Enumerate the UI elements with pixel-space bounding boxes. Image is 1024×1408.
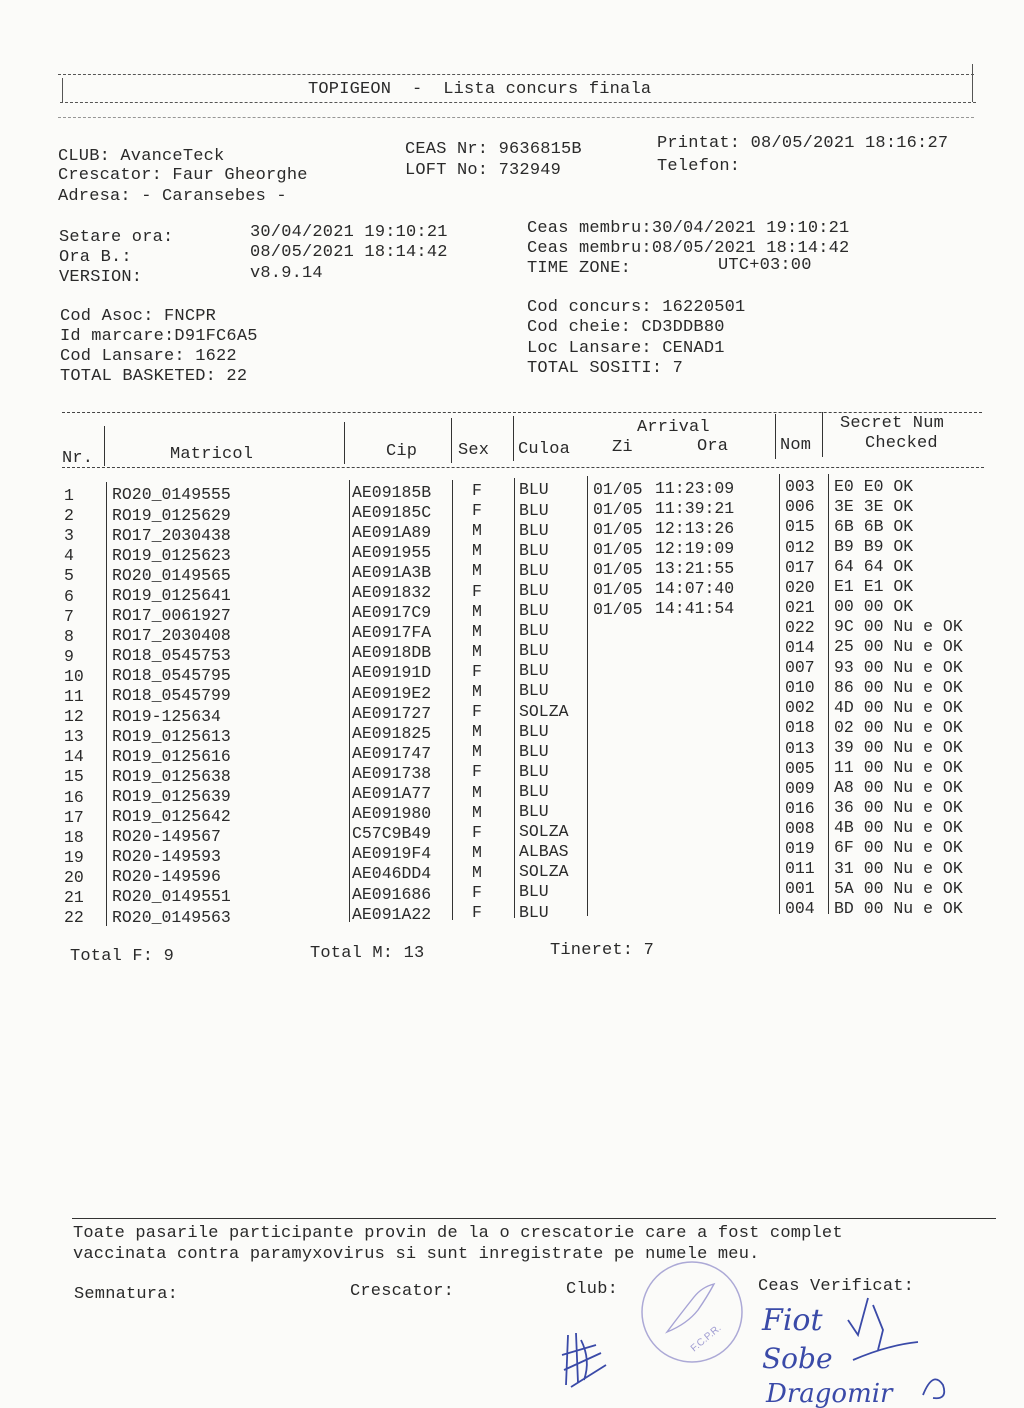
cell-nom: 006: [785, 497, 815, 517]
cell-cip: AE091738: [352, 763, 432, 783]
cell-culoa: BLU: [519, 641, 549, 661]
cell-sex: M: [472, 601, 482, 621]
cell-nr: 7: [64, 606, 74, 626]
cell-cip: AE091825: [352, 723, 432, 743]
cell-cip: AE0918DB: [352, 643, 432, 663]
statement-line-1: Toate pasarile participante provin de la o crescatorie care a fost complet: [73, 1224, 843, 1243]
cell-culoa: BLU: [519, 580, 549, 600]
setare-ora-value: 30/04/2021 19:10:21: [250, 223, 448, 242]
cell-nr: 10: [64, 666, 84, 686]
cell-sex: F: [472, 822, 482, 842]
cell-nr: 8: [64, 626, 74, 646]
ora-b-value: 08/05/2021 18:14:42: [250, 243, 448, 262]
cell-matricol: RO20-149593: [112, 847, 221, 867]
cell-nr: 17: [64, 807, 84, 827]
cell-cip: AE046DD4: [352, 864, 432, 884]
version-label: VERSION:: [59, 268, 143, 287]
cell-nom: 012: [785, 537, 815, 557]
cell-matricol: RO20_0149551: [112, 887, 231, 907]
cell-nr: 1: [64, 486, 74, 505]
cod-concurs-field: Cod concurs: 16220501: [527, 298, 746, 317]
version-value: v8.9.14: [250, 264, 323, 283]
cell-cip: AE091747: [352, 743, 432, 763]
cell-sex: F: [472, 501, 482, 521]
cell-nr: 3: [64, 526, 74, 546]
cell-cip: AE091A77: [352, 784, 432, 803]
cell-sex: M: [472, 742, 482, 762]
semnatura-label: Semnatura:: [74, 1285, 179, 1304]
cell-secret: 36 00 Nu e OK: [834, 798, 963, 818]
cell-secret: 64 64 OK: [834, 557, 914, 577]
col-sep: [452, 480, 453, 920]
cell-secret: 4B 00 Nu e OK: [834, 818, 963, 838]
cell-nr: 15: [64, 767, 84, 787]
cell-nom: 010: [785, 678, 815, 698]
cell-secret: 02 00 Nu e OK: [834, 717, 963, 737]
cell-nr: 21: [64, 888, 84, 907]
cell-culoa: BLU: [519, 480, 549, 500]
cell-nom: 018: [785, 718, 815, 738]
cell-nom: 004: [785, 899, 815, 919]
cell-sex: M: [472, 782, 482, 802]
ceas-membru-2: Ceas membru:08/05/2021 18:14:42: [527, 239, 850, 258]
col-sep: [822, 412, 823, 457]
cell-secret: B9 B9 OK: [834, 536, 914, 556]
cell-secret: 4D 00 Nu e OK: [834, 697, 963, 717]
cell-nom: 011: [785, 859, 815, 879]
cell-secret: 39 00 Nu e OK: [834, 737, 963, 757]
cell-matricol: RO19_0125642: [112, 807, 231, 827]
cell-zi: 01/05: [593, 539, 643, 559]
cell-culoa: SOLZA: [519, 822, 569, 842]
cell-matricol: RO20_0149555: [112, 485, 231, 505]
cell-culoa: BLU: [519, 560, 549, 580]
col-sep: [587, 476, 588, 916]
col-sep: [349, 480, 350, 922]
cell-nr: 4: [64, 546, 74, 566]
cell-secret: A8 00 Nu e OK: [834, 778, 963, 798]
cell-sex: M: [472, 862, 482, 882]
cell-sex: F: [472, 762, 482, 782]
cell-nom: 016: [785, 798, 815, 818]
cell-sex: F: [472, 661, 482, 681]
cell-secret: 31 00 Nu e OK: [834, 858, 963, 878]
signature-stroke: [923, 1379, 944, 1398]
cell-nr: 14: [64, 747, 84, 767]
cell-matricol: RO19_0125639: [112, 786, 231, 806]
statement-line-2: vaccinata contra paramyxovirus si sunt inregistrate pe numele meu.: [73, 1245, 760, 1264]
ceas-verificat-label: Ceas Verificat:: [758, 1277, 915, 1296]
header-nom: Nom: [780, 436, 812, 455]
cod-cheie-field: Cod cheie: CD3DDB80: [527, 318, 725, 337]
bird-icon: [667, 1284, 714, 1332]
cell-nom: 009: [785, 778, 815, 798]
cell-cip: AE091686: [352, 884, 432, 904]
crescator-field: Crescator: Faur Gheorghe: [58, 166, 308, 185]
cell-matricol: RO19-125634: [112, 706, 221, 726]
time-zone-label: TIME ZONE:: [527, 259, 632, 278]
cell-culoa: SOLZA: [519, 862, 569, 882]
cell-nom: 021: [785, 597, 815, 617]
handwriting-line-1: Fiot: [762, 1303, 823, 1338]
cell-nr: 2: [64, 506, 74, 526]
cell-secret: 00 00 OK: [834, 597, 914, 617]
cell-ora: 14:07:40: [655, 579, 735, 599]
col-sep: [344, 422, 345, 464]
cell-nom: 019: [785, 839, 815, 859]
cell-nom: 005: [785, 758, 815, 778]
cell-secret: 86 00 Nu e OK: [834, 677, 963, 697]
cell-culoa: BLU: [519, 902, 549, 922]
cell-culoa: BLU: [519, 520, 549, 540]
header-matricol: Matricol: [170, 445, 254, 464]
total-m: Total M: 13: [310, 944, 425, 963]
cell-matricol: RO19_0125616: [112, 746, 231, 766]
cell-nom: 014: [785, 638, 815, 658]
loft-no-field: LOFT No: 732949: [405, 161, 562, 180]
cell-cip: AE091A3B: [352, 562, 432, 582]
cell-culoa: BLU: [519, 500, 549, 520]
title-border-top: [58, 74, 974, 75]
cell-sex: F: [472, 581, 482, 601]
total-sositi-field: TOTAL SOSITI: 7: [527, 359, 684, 378]
cell-secret: 3E 3E OK: [834, 496, 914, 516]
club-field: CLUB: AvanceTeck: [58, 147, 225, 166]
cell-cip: C57C9B49: [352, 824, 432, 844]
page-title: TOPIGEON - Lista concurs finala: [308, 80, 652, 99]
cell-nom: 015: [785, 517, 815, 537]
cell-ora: 12:13:26: [655, 519, 735, 539]
col-sep: [775, 414, 776, 459]
cell-cip: AE0919F4: [352, 844, 432, 864]
cell-nom: 007: [785, 658, 815, 678]
cell-nr: 12: [64, 707, 84, 727]
cell-secret: E0 E0 OK: [834, 476, 914, 496]
cell-secret: 93 00 Nu e OK: [834, 657, 963, 677]
cell-matricol: RO20-149567: [112, 827, 221, 847]
ceas-nr-field: CEAS Nr: 9636815B: [405, 140, 582, 159]
cell-culoa: BLU: [519, 621, 549, 641]
cell-matricol: RO20_0149565: [112, 565, 231, 585]
header-ora: Ora: [697, 437, 729, 456]
cell-sex: M: [472, 842, 482, 862]
cell-sex: M: [472, 521, 482, 541]
cell-sex: F: [472, 883, 482, 903]
cell-secret: 25 00 Nu e OK: [834, 637, 963, 657]
cell-secret: 6F 00 Nu e OK: [834, 838, 963, 858]
crescator-label: Crescator:: [350, 1282, 455, 1301]
adresa-field: Adresa: - Caransebes -: [58, 187, 287, 206]
cell-sex: M: [472, 641, 482, 661]
title-border-bottom-2: [58, 117, 974, 118]
cell-cip: AE091955: [352, 542, 432, 562]
cell-matricol: RO19_0125629: [112, 505, 231, 525]
cell-nom: 003: [785, 477, 815, 497]
cell-cip: AE09185B: [352, 482, 432, 502]
title-border-right: [972, 64, 973, 102]
club-label: Club:: [566, 1280, 619, 1299]
cell-matricol: RO20_0149563: [112, 907, 231, 927]
cell-sex: M: [472, 561, 482, 581]
cell-nr: 9: [64, 646, 74, 666]
col-sep: [451, 418, 452, 463]
cell-culoa: BLU: [519, 681, 549, 701]
cell-nom: 013: [785, 738, 815, 758]
col-sep: [828, 474, 829, 914]
printat-field: Printat: 08/05/2021 18:16:27: [657, 134, 949, 153]
cell-sex: F: [472, 481, 482, 501]
cell-zi: 01/05: [593, 580, 643, 600]
handwriting-line-2: Sobe: [762, 1342, 833, 1375]
cell-secret: BD 00 Nu e OK: [834, 898, 963, 918]
ceas-membru-1: Ceas membru:30/04/2021 19:10:21: [527, 219, 850, 238]
cell-cip: AE091832: [352, 583, 432, 602]
cell-sex: F: [472, 903, 482, 923]
cell-culoa: BLU: [519, 721, 549, 741]
cell-sex: F: [472, 702, 482, 722]
header-culoa: Culoa: [518, 440, 571, 459]
cell-culoa: BLU: [519, 761, 549, 781]
cell-matricol: RO18_0545753: [112, 646, 231, 666]
cell-nom: 022: [785, 617, 815, 637]
loc-lansare-field: Loc Lansare: CENAD1: [527, 339, 725, 358]
club-stamp: [632, 1252, 752, 1372]
table-header-border: [62, 467, 984, 468]
cell-secret: 5A 00 Nu e OK: [834, 878, 963, 898]
stamp-text: F.C.P.R.: [688, 1322, 724, 1355]
cell-nom: 017: [785, 557, 815, 577]
cell-nr: 22: [64, 908, 84, 928]
cod-asoc-field: Cod Asoc: FNCPR: [60, 307, 217, 326]
signature-stroke: [853, 1342, 918, 1360]
cell-ora: 14:41:54: [655, 599, 735, 619]
cell-matricol: RO19_0125623: [112, 545, 231, 565]
cell-cip: AE0919E2: [352, 683, 432, 703]
cell-ora: 12:19:09: [655, 539, 735, 559]
cell-culoa: BLU: [519, 781, 549, 801]
cell-cip: AE091980: [352, 804, 432, 824]
cell-nr: 5: [64, 566, 74, 586]
tineret: Tineret: 7: [550, 941, 655, 960]
cell-cip: AE09191D: [352, 663, 432, 683]
title-border-left: [62, 78, 63, 102]
cell-secret: 11 00 Nu e OK: [834, 758, 963, 778]
header-arrival: Arrival: [637, 418, 710, 437]
setare-ora-label: Setare ora:: [59, 228, 174, 247]
handwritten-verification: [758, 1290, 978, 1408]
cell-nr: 19: [64, 847, 84, 867]
time-zone-value: UTC+03:00: [718, 256, 812, 275]
table-top-border: [62, 412, 982, 413]
cell-secret: 6B 6B OK: [834, 516, 914, 536]
cell-nom: 002: [785, 698, 815, 718]
cell-zi: 01/05: [593, 499, 643, 519]
cell-ora: 11:23:09: [655, 478, 735, 498]
header-checked: Checked: [865, 434, 938, 453]
header-cip: Cip: [386, 442, 418, 461]
cell-secret: E1 E1 OK: [834, 577, 914, 597]
cell-matricol: RO17_0061927: [112, 606, 231, 626]
cell-ora: 11:39:21: [655, 498, 735, 518]
col-sep: [514, 478, 515, 918]
cell-matricol: RO19_0125641: [112, 585, 231, 605]
cell-nr: 11: [64, 687, 84, 706]
cell-culoa: BLU: [519, 661, 549, 681]
cell-sex: M: [472, 682, 482, 702]
cell-sex: M: [472, 621, 482, 641]
cell-nom: 001: [785, 879, 815, 899]
cell-culoa: BLU: [519, 802, 549, 822]
signature-stroke: [848, 1298, 883, 1350]
cell-nr: 18: [64, 827, 84, 847]
cell-matricol: RO20-149596: [112, 867, 221, 887]
cell-sex: M: [472, 722, 482, 742]
cell-zi: 01/05: [593, 519, 643, 539]
cell-cip: AE091A22: [352, 904, 432, 924]
footer-divider: [72, 1218, 996, 1219]
cell-nom: 008: [785, 818, 815, 838]
cod-lansare-field: Cod Lansare: 1622: [60, 347, 237, 366]
cell-culoa: SOLZA: [519, 701, 569, 721]
cell-culoa: BLU: [519, 540, 549, 560]
cell-matricol: RO19_0125638: [112, 766, 231, 786]
cell-zi: 01/05: [593, 559, 643, 579]
cell-cip: AE091727: [352, 703, 432, 723]
header-nr: Nr.: [62, 449, 94, 468]
col-sep: [104, 426, 105, 466]
total-basketed-field: TOTAL BASKETED: 22: [60, 367, 248, 386]
cell-cip: AE0917FA: [352, 623, 432, 643]
id-marcare-field: Id marcare:D91FC6A5: [60, 327, 258, 346]
col-sep: [779, 474, 780, 914]
cell-culoa: BLU: [519, 741, 549, 761]
title-border-bottom: [60, 102, 976, 103]
cell-matricol: RO17_2030438: [112, 525, 231, 545]
cell-nr: 16: [64, 787, 84, 807]
header-secret-num: Secret Num: [840, 414, 945, 433]
cell-cip: AE0917C9: [352, 603, 432, 623]
cell-ora: 13:21:55: [655, 559, 735, 579]
cell-zi: 01/05: [593, 600, 643, 620]
cell-culoa: BLU: [519, 882, 549, 902]
cell-nr: 13: [64, 727, 84, 747]
cell-matricol: RO19_0125613: [112, 726, 231, 746]
cell-culoa: BLU: [519, 601, 549, 621]
cell-sex: M: [472, 802, 482, 822]
cell-matricol: RO18_0545795: [112, 666, 231, 686]
cell-nr: 20: [64, 867, 84, 887]
cell-cip: AE091A89: [352, 522, 432, 542]
col-sep: [106, 482, 107, 926]
ora-b-label: Ora B.:: [59, 248, 132, 267]
col-sep: [513, 416, 514, 461]
cell-nr: 6: [64, 586, 74, 606]
cell-nom: 020: [785, 577, 815, 597]
total-f: Total F: 9: [70, 947, 175, 966]
cell-secret: 9C 00 Nu e OK: [834, 617, 963, 637]
signature-stroke: [562, 1333, 606, 1387]
cell-zi: 01/05: [593, 479, 643, 499]
club-signature: [556, 1325, 616, 1395]
cell-matricol: RO17_2030408: [112, 626, 231, 646]
header-sex: Sex: [458, 441, 490, 460]
cell-culoa: ALBAS: [519, 842, 569, 862]
cell-cip: AE09185C: [352, 502, 432, 522]
telefon-field: Telefon:: [657, 157, 741, 176]
cell-matricol: RO18_0545799: [112, 686, 231, 706]
handwriting-line-3: Dragomir: [766, 1379, 893, 1408]
header-zi: Zi: [612, 438, 633, 457]
cell-sex: M: [472, 541, 482, 561]
